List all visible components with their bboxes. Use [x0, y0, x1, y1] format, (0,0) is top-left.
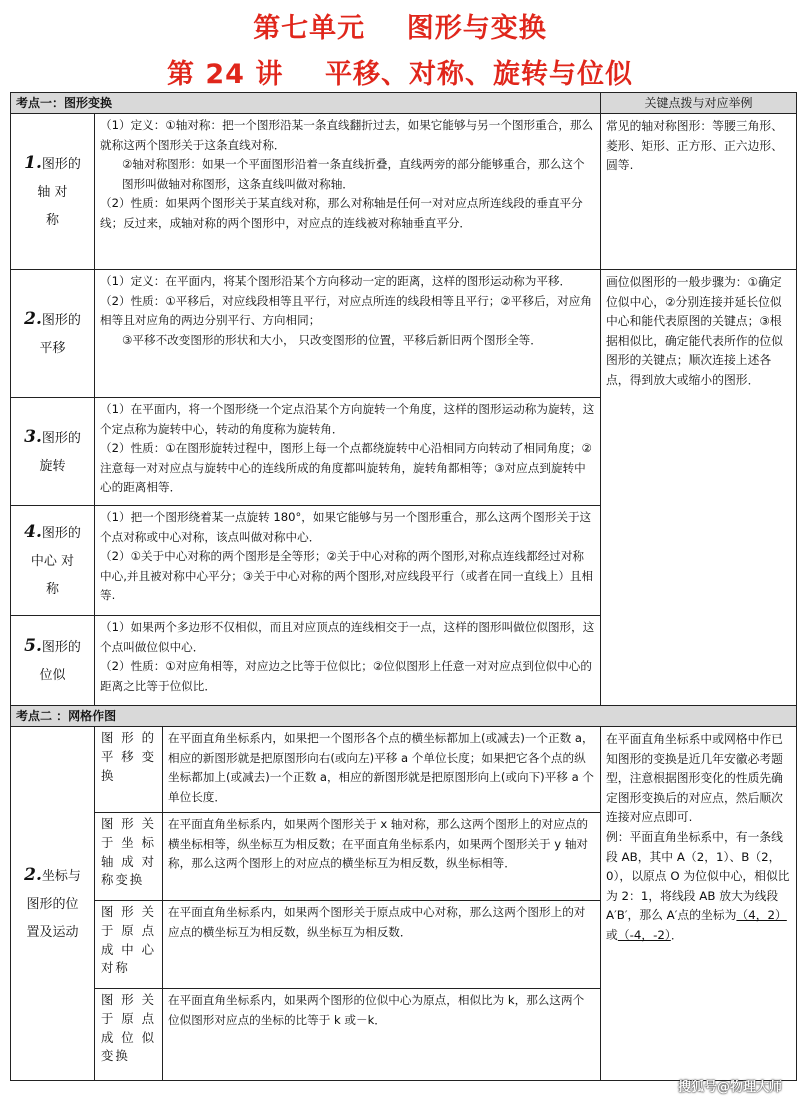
section1-row — [11, 114, 797, 270]
content-line: （2）性质：①平移后，对应线段相等且平行，对应点所连的线段相等且平行；②平移后，对应角相等且对应角的两边分别平行、方向相同； — [100, 293, 592, 328]
row-content — [95, 616, 601, 706]
section1-header: 考点一：图形变换 — [11, 93, 601, 114]
row-content — [95, 114, 601, 270]
section2-header-row — [11, 706, 797, 727]
sub-label: 图形的平移变换 — [95, 727, 163, 813]
row-content — [95, 398, 601, 506]
section2-label-text: 坐标与 图形的位 置及运动 — [26, 868, 81, 940]
content-line: （2）性质：①对应角相等，对应边之比等于位似比；②位似图形上任意一对对应点到位似中心的距离之比等于位似比． — [100, 659, 592, 693]
side-note-homothety: 画位似图形的一般步骤为：①确定位似中心，②分别连接并延长位似中心和能代表原图的关键点；③根据相似比，确定能代表所作的位似图形的关键点；顺次连接上述各点，得到放大或缩小的图形． — [601, 270, 797, 706]
sub-content: 在平面直角坐标系内，如果两个图形的位似中心为原点，相似比为 k，那么这两个位似图形对应点的坐标的比等于 k 或－k． — [163, 989, 601, 1081]
watermark: 搜狐号@物理大师 — [677, 1080, 782, 1095]
content-line: （1）定义：①轴对称：把一个图形沿某一条直线翻折过去，如果它能够与另一个图形重合，那么就称这两个图形关于这条直线对称． — [100, 118, 594, 152]
knowledge-table — [10, 92, 797, 1081]
unit-title: 第七单元 图形与变换 — [253, 13, 547, 44]
content-line: （1）在平面内，将一个图形绕一个定点沿某个方向旋转一个角度，这样的图形运动称为旋转，这个定点称为旋转中心，转动的角度称为旋转角． — [100, 402, 595, 436]
row-label: 2.图形的 平移 — [11, 270, 95, 398]
row-label: 1.图形的 轴 对 称 — [11, 114, 95, 270]
content-line: （2）①关于中心对称的两个图形是全等形；②关于中心对称的两个图形,对称点连线都经过对称中心,并且被对称中心平分；③关于中心对称的两个图形,对应线段平行（或者在同一直线上）且相等. — [100, 549, 594, 603]
sub-label: 图形关于原点成中心对称 — [95, 901, 163, 989]
row-label-text: 图形的 旋转 — [39, 430, 81, 474]
answer-2: （-4，-2） — [617, 927, 671, 942]
sub-content: 在平面直角坐标系内，如果两个图形关于原点成中心对称，那么这两个图形上的对应点的横坐标互为相反数，纵坐标互为相反数． — [163, 901, 601, 989]
lesson-title: 第 24 讲 平移、对称、旋转与位似 — [167, 59, 633, 90]
side-note-intro: 在平面直角坐标系中或网格中作已知图形的变换是近几年安徽必考题型，注意根据图形变化的性质先确定图形变换后的对应点，然后顺次连接对应点即可. — [606, 732, 783, 825]
row-label-text: 图形的 中心 对 称 — [30, 525, 81, 597]
content-line: （1）把一个图形绕着某一点旋转 180°，如果它能够与另一个图形重合，那么这两个图形关于这个点对称或中心对称，该点叫做对称中心． — [100, 510, 592, 544]
row-label-text: 图形的 轴 对 称 — [37, 156, 81, 228]
sub-content: 在平面直角坐标系内，如果把一个图形各个点的横坐标都加上(或减去)一个正数 a，相应的新图形就是把原图形向右(或向左)平移 a 个单位长度；如果把它各个点的纵坐标都加上(或减去)一个正数 a，相应的新图形就是把原图形向上(或向下)平移 a 个单位长度． — [163, 727, 601, 813]
section2-header: 考点二 ：网格作图 — [11, 706, 797, 727]
row-label-text: 图形的 位似 — [39, 639, 81, 683]
side-note-grid — [601, 727, 797, 1081]
sub-content: 在平面直角坐标系内，如果两个图形关于 x 轴对称，那么这两个图形上的对应点的横坐标相等，纵坐标互为相反数；在平面直角坐标系内，如果两个图形关于 y 轴对称，那么这两个图形上的对应点的横坐标互为相反数，纵坐标相等． — [163, 813, 601, 901]
content-line: （1）定义：在平面内，将某个图形沿某个方向移动一定的距离，这样的图形运动称为平移． — [100, 274, 572, 288]
row-content — [95, 270, 601, 398]
row-content — [95, 506, 601, 616]
sub-label: 图形关于坐标轴成对称变换 — [95, 813, 163, 901]
content-line: （2）性质：如果两个图形关于某直线对称，那么对称轴是任何一对对应点所连线段的垂直平分线；反过来，成轴对称的两个图形中，对应点的连线被对称轴垂直平分． — [100, 196, 583, 230]
content-line: （1）如果两个多边形不仅相似，而且对应顶点的连线相交于一点，这样的图形叫做位似图形，这个点叫做位似中心． — [100, 620, 595, 654]
side-note-axial: 常见的轴对称图形：等腰三角形、菱形、矩形、正方形、正六边形、圆等. — [601, 114, 797, 270]
section2-label: 2.坐标与 图形的位 置及运动 — [11, 727, 95, 1081]
row-label-text: 图形的 平移 — [39, 312, 81, 356]
content-line: ③平移不改变图形的形状和大小， 只改变图形的位置，平移后新旧两个图形全等． — [122, 332, 542, 347]
sub-label: 图形关于原点成位似变换 — [95, 989, 163, 1081]
section1-header-row — [11, 93, 797, 114]
content-line: （2）性质：①在图形旋转过程中，图形上每一个点都绕旋转中心沿相同方向转动了相同角度；②注意每一对对应点与旋转中心的连线所成的角度都叫旋转角，旋转角都相等；③对应点到旋转中心的距离相等． — [100, 441, 592, 495]
side-header: 关键点拨与对应举例 — [601, 93, 797, 114]
answer-1: （4，2） — [736, 908, 787, 923]
section1-row — [11, 270, 797, 398]
row-label: 4.图形的 中心 对 称 — [11, 506, 95, 616]
content-line: ②轴对称图形：如果一个平面图形沿着一条直线折叠，直线两旁的部分能够重合，那么这个图形叫做轴对称图形，这条直线叫做对称轴． — [122, 157, 585, 191]
section2-row — [11, 727, 797, 813]
row-label: 3.图形的 旋转 — [11, 398, 95, 506]
side-note-example: 例：平面直角坐标系中，有一条线段 AB，其中 A（2，1）、B（2，0），以原点 O 为位似中心，相似比为 2：1，将线段 AB 放大为线段 A′B′，那么 A′点的坐标为（4，2）或（-4，-2）． — [606, 829, 790, 942]
row-label: 5.图形的 位似 — [11, 616, 95, 706]
